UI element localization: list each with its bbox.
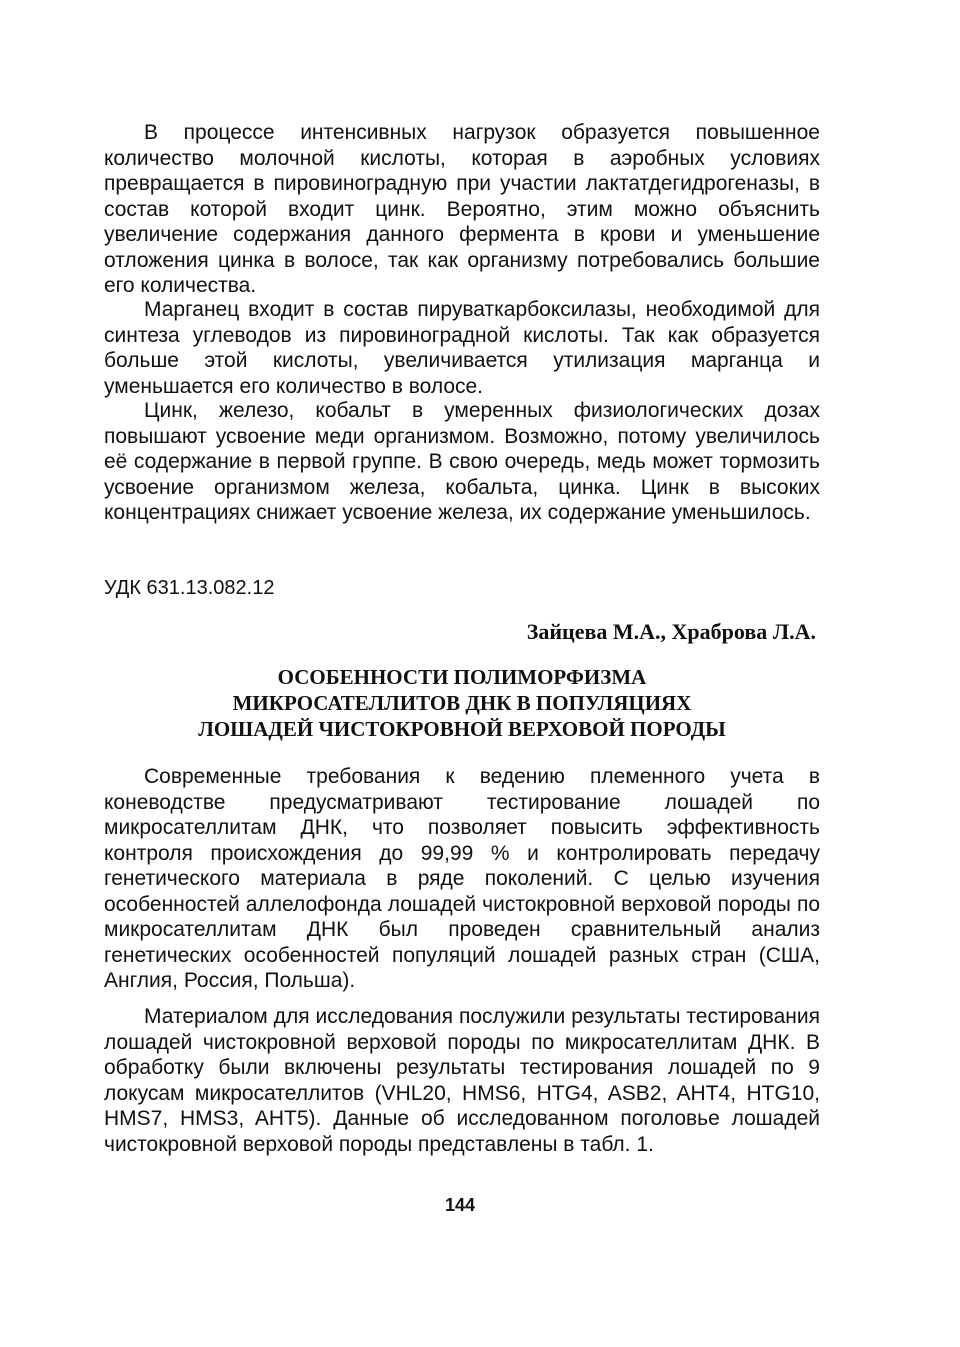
body-paragraph: Цинк, железо, кобальт в умеренных физиологических дозах повышают усвоение меди организмом. Возможно, потому увеличилось её содержание в первой группе. В свою очередь, медь может тормозить усвоение организмом железа, кобальта, цинка. Цинк в высоких концентрациях снижает усвоение железа, их содержание уменьшилось.	[104, 399, 820, 524]
article-title	[104, 664, 820, 742]
body-paragraph: В процессе интенсивных нагрузок образуется повышенное количество молочной кислоты, которая в аэробных условиях превращается в пировиноградную при участии лактатдегидрогеназы, в состав которой входит цинк. Вероятно, этим можно объяснить увеличение содержания данного фермента в крови и уменьшение отложения цинка в волосе, так как организму потребовались большие его количества.	[104, 121, 820, 297]
body-paragraph: Марганец входит в состав пируваткарбоксилазы, необходимой для синтеза углеводов из пировиноградной кислоты. Так как образуется больше этой кислоты, увеличивается утилизация марганца и уменьшается его количество в волосе.	[104, 298, 820, 398]
article-paragraph: Материалом для исследования послужили результаты тестирования лошадей чистокровной верховой породы по микросателлитам ДНК. В обработку были включены результаты тестирования лошадей по 9 локусам микросателлитов (VHL20, HMS6, HTG4, ASB2, AHT4, HTG10, HMS7, HMS3, AHT5). Данные об исследованном поголовье лошадей чистокровной верховой породы представлены в табл. 1.	[104, 1005, 820, 1156]
article-title-line: МИКРОСАТЕЛЛИТОВ ДНК В ПОПУЛЯЦИЯХ	[232, 691, 692, 715]
article-paragraph: Современные требования к ведению племенного учета в коневодстве предусматривают тестирование лошадей по микросателлитам ДНК, что позволяет повысить эффективность контроля происхождения до 99,99 % и контролировать передачу генетического материала в ряде поколений. С целью изучения особенностей аллелофонда лошадей чистокровной верховой породы по микросателлитам ДНК был проведен сравнительный анализ генетических особенностей популяций лошадей разных стран (США, Англия, Россия, Польша).	[104, 765, 820, 992]
article-authors: Зайцева М.А., Храброва Л.А.	[526, 619, 816, 644]
article-title-line: ОСОБЕННОСТИ ПОЛИМОРФИЗМА	[277, 665, 647, 689]
page-number: 144	[444, 1195, 476, 1215]
article-title-line: ЛОШАДЕЙ ЧИСТОКРОВНОЙ ВЕРХОВОЙ ПОРОДЫ	[198, 717, 726, 741]
udc-code: УДК 631.13.082.12	[104, 577, 275, 599]
